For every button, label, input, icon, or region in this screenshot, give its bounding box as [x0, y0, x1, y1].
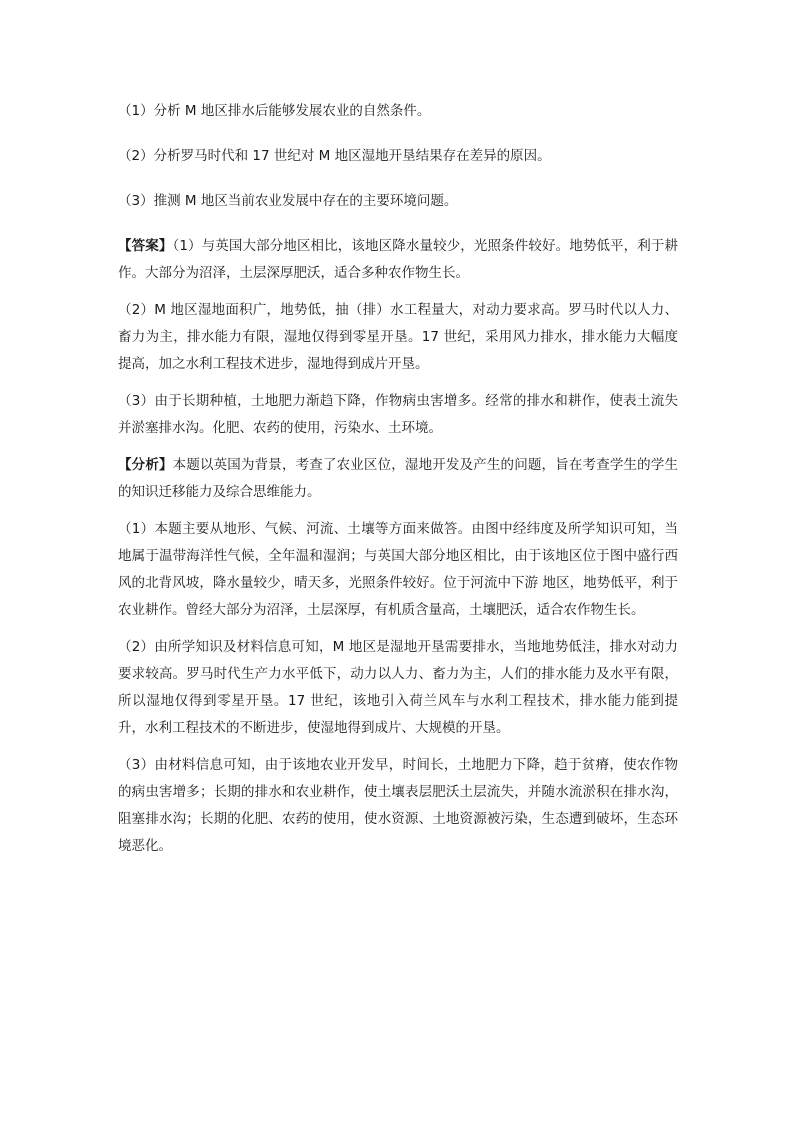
analysis-intro-text: 本题以英国为背景，考查了农业区位，湿地开发及产生的问题，旨在考查学生的学生的知识迁移能力及综合思维能力。: [118, 457, 679, 500]
analysis-1: （1）本题主要从地形、气候、河流、土壤等方面来做答。由图中经纬度及所学知识可知，当地属于温带海洋性气候，全年温和湿润；与英国大部分地区相比，由于该地区位于图中盛行西风的北背风坡，降水量较少，晴天多，光照条件较好。位于河流中下游 地区，地势低平，利于农业耕作。曾经大部分为沼泽，土层深厚，有机质含量高，土壤肥沃，适合农作物生长。: [118, 521, 678, 618]
analysis-intro: [118, 452, 678, 506]
question-3: （3）推测 M 地区当前农业发展中存在的主要环境问题。: [118, 193, 458, 209]
answer-tag: 【答案】: [118, 238, 173, 254]
question-2: （2）分析罗马时代和 17 世纪对 M 地区湿地开垦结果存在差异的原因。: [118, 148, 551, 164]
answer-3: （3）由于长期种植，土地肥力渐趋下降，作物病虫害增多。经常的排水和耕作，使表土流失并淤塞排水沟。化肥、农药的使用，污染水、土环境。: [118, 393, 678, 436]
answer-1: [118, 233, 678, 287]
document-page: [118, 98, 678, 870]
question-1: （1）分析 M 地区排水后能够发展农业的自然条件。: [118, 103, 431, 119]
answer-2: （2）M 地区湿地面积广，地势低，抽（排）水工程量大，对动力要求高。罗马时代以人力、畜力为主，排水能力有限，湿地仅得到零星开垦。17 世纪，采用风力排水，排水能力大幅度提高，加之水利工程技术进步，湿地得到成片开垦。: [118, 302, 678, 372]
answer-1-text: （1）与英国大部分地区相比，该地区降水量较少，光照条件较好。地势低平，利于耕作。大部分为沼泽，土层深厚肥沃，适合多种农作物生长。: [118, 238, 679, 281]
analysis-2: （2）由所学知识及材料信息可知，M 地区是湿地开垦需要排水，当地地势低洼，排水对动力要求较高。罗马时代生产力水平低下，动力以人力、畜力为主，人们的排水能力及水平有限，所以湿地仅得到零星开垦。17 世纪，该地引入荷兰风车与水利工程技术，排水能力能到提升，水利工程技术的不断进步，使湿地得到成片、大规模的开垦。: [118, 639, 678, 736]
analysis-3: （3）由材料信息可知，由于该地农业开发早，时间长，土地肥力下降，趋于贫瘠，使农作物的病虫害增多；长期的排水和农业耕作，使土壤表层肥沃土层流失，并随水流淤积在排水沟，阻塞排水沟；长期的化肥、农药的使用，使水资源、土地资源被污染，生态遭到破坏，生态环境恶化。: [118, 757, 678, 854]
analysis-tag: 【分析】: [118, 457, 173, 473]
